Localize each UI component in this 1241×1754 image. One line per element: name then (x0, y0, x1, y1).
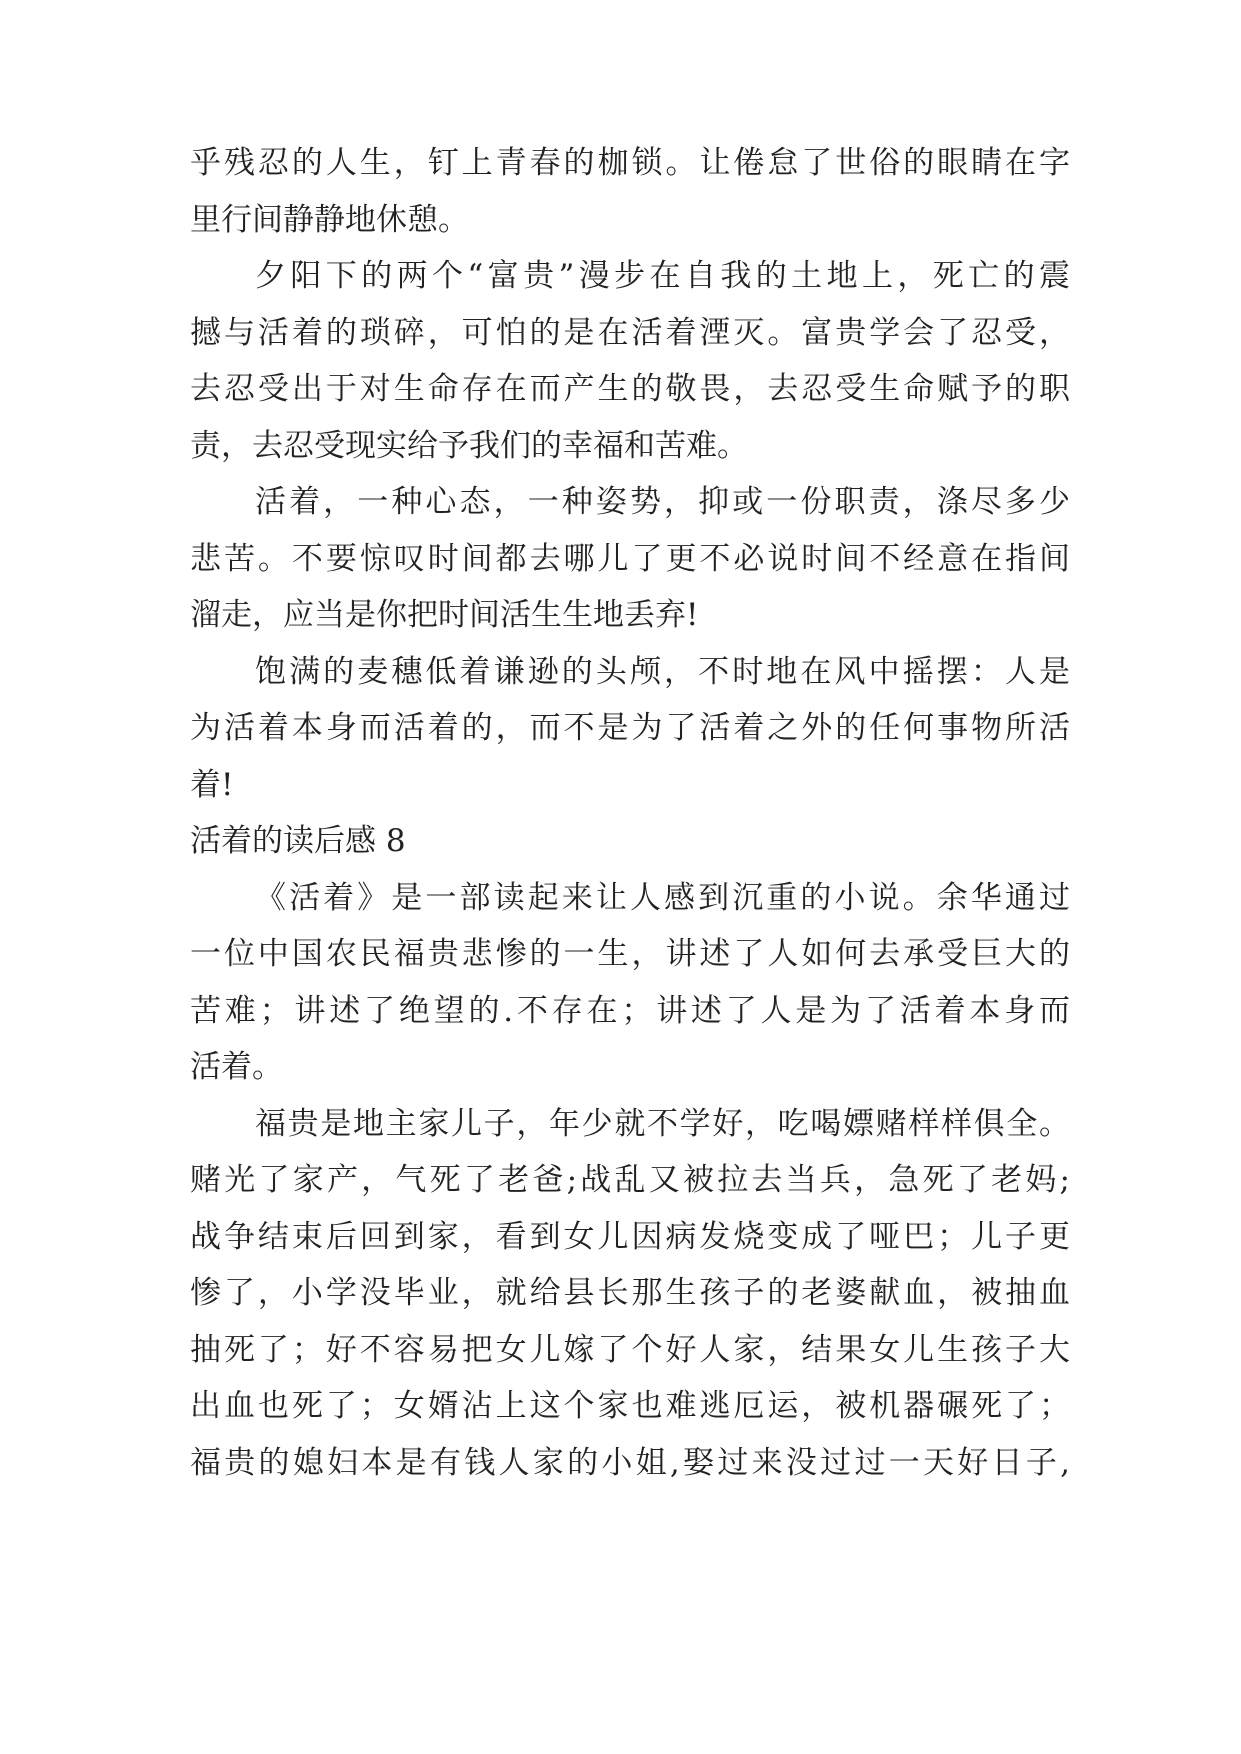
section-heading: 活着的读后感 8 (190, 823, 406, 859)
paragraph-line: 撼与活着的琐碎，可怕的是在活着湮灭。富贵学会了忍受， (190, 315, 1070, 351)
paragraph-line: 去忍受出于对生命存在而产生的敬畏，去忍受生命赋予的职 (190, 371, 1070, 407)
paragraph-line: 福贵是地主家儿子，年少就不学好，吃喝嫖赌样样俱全。 (255, 1106, 1070, 1142)
paragraph-line: 活着。 (190, 1049, 283, 1085)
paragraph-line: 一位中国农民福贵悲惨的一生，讲述了人如何去承受巨大的 (190, 936, 1070, 972)
paragraph-line: 夕阳下的两个“富贵”漫步在自我的土地上，死亡的震 (255, 258, 1070, 294)
paragraph-line: 里行间静静地休憩。 (190, 202, 469, 238)
paragraph-line: 悲苦。不要惊叹时间都去哪儿了更不必说时间不经意在指间 (190, 541, 1070, 577)
paragraph-line: 乎残忍的人生，钉上青春的枷锁。让倦怠了世俗的眼睛在字 (190, 145, 1070, 181)
paragraph-line: 抽死了；好不容易把女儿嫁了个好人家，结果女儿生孩子大 (190, 1332, 1070, 1368)
paragraph-line: 苦难；讲述了绝望的.不存在；讲述了人是为了活着本身而 (190, 993, 1070, 1029)
paragraph-line: 战争结束后回到家，看到女儿因病发烧变成了哑巴；儿子更 (190, 1219, 1070, 1255)
paragraph-line: 饱满的麦穗低着谦逊的头颅，不时地在风中摇摆：人是 (255, 654, 1070, 690)
paragraph-line: 赌光了家产，气死了老爸;战乱又被拉去当兵，急死了老妈; (190, 1162, 1070, 1198)
paragraph-line: 出血也死了；女婿沾上这个家也难逃厄运，被机器碾死了； (190, 1388, 1070, 1424)
paragraph-line: 惨了，小学没毕业，就给县长那生孩子的老婆献血，被抽血 (190, 1275, 1070, 1311)
paragraph-line: 溜走，应当是你把时间活生生地丢弃! (190, 597, 699, 633)
paragraph-line: 为活着本身而活着的，而不是为了活着之外的任何事物所活 (190, 710, 1070, 746)
paragraph-line: 活着，一种心态，一种姿势，抑或一份职责，涤尽多少 (255, 484, 1070, 520)
paragraph-line: 福贵的媳妇本是有钱人家的小姐,娶过来没过过一天好日子, (190, 1445, 1070, 1481)
paragraph-line: 责，去忍受现实给予我们的幸福和苦难。 (190, 428, 748, 464)
paragraph-line: 《活着》是一部读起来让人感到沉重的小说。余华通过 (255, 880, 1070, 916)
paragraph-line: 着! (190, 767, 234, 803)
